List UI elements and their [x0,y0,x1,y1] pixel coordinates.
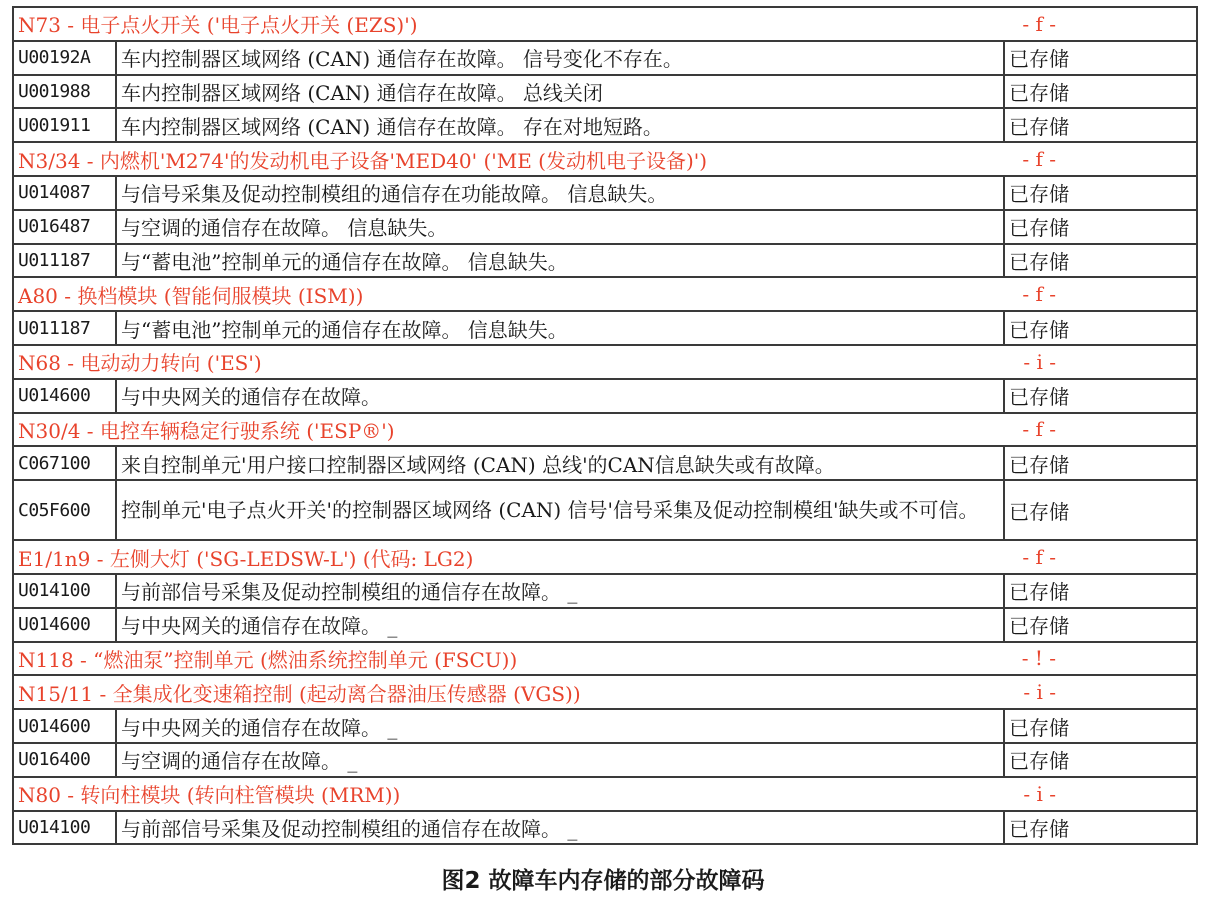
fault-row [13,709,1197,743]
module-row [13,7,1197,41]
module-flag: - f - [1022,147,1056,172]
module-title: N68 - 电动动力转向 ('ES') [18,351,262,376]
fault-code-table-body [13,7,1197,844]
module-cell [13,142,1197,176]
fault-description: 与中央网关的通信存在故障。 _ [116,608,1004,642]
module-flag: - i - [1023,349,1056,374]
fault-row [13,608,1197,642]
fault-code: U014087 [13,176,116,210]
module-title: N15/11 - 全集成化变速箱控制 (起动离合器油压传感器 (VGS)) [18,681,581,706]
module-flag: - f - [1022,417,1056,442]
fault-row [13,311,1197,345]
fault-status: 已存储 [1004,311,1197,345]
module-flag: - ! - [1021,646,1056,671]
module-row [13,540,1197,574]
module-title: N30/4 - 电控车辆稳定行驶系统 ('ESP®') [18,418,395,443]
fault-row [13,244,1197,278]
module-cell [13,540,1197,574]
module-row [13,675,1197,709]
module-title: E1/1n9 - 左侧大灯 ('SG-LEDSW-L') (代码: LG2) [18,546,474,571]
fault-description: 与前部信号采集及促动控制模组的通信存在故障。 _ [116,574,1004,608]
module-cell [13,345,1197,379]
fault-status: 已存储 [1004,811,1197,845]
fault-description: 与信号采集及促动控制模组的通信存在功能故障。 信息缺失。 [116,176,1004,210]
fault-row [13,210,1197,244]
fault-description: 与空调的通信存在故障。 _ [116,743,1004,777]
fault-description: 车内控制器区域网络 (CAN) 通信存在故障。 存在对地短路。 [116,108,1004,142]
fault-status: 已存储 [1004,446,1197,480]
module-title: N80 - 转向柱模块 (转向柱管模块 (MRM)) [18,783,401,808]
fault-row [13,41,1197,75]
module-cell [13,277,1197,311]
fault-status: 已存储 [1004,108,1197,142]
fault-code: U011187 [13,311,116,345]
module-flag: - f - [1022,545,1056,570]
module-title: N73 - 电子点火开关 ('电子点火开关 (EZS)') [18,13,418,38]
fault-code: U014600 [13,608,116,642]
fault-status: 已存储 [1004,709,1197,743]
fault-row [13,75,1197,109]
fault-description: 与空调的通信存在故障。 信息缺失。 [116,210,1004,244]
module-flag: - f - [1022,282,1056,307]
fault-code: U001988 [13,75,116,109]
fault-description: 控制单元'电子点火开关'的控制器区域网络 (CAN) 信号'信号采集及促动控制模组'缺失或不可信。 [116,480,1004,540]
fault-description: 与前部信号采集及促动控制模组的通信存在故障。 _ [116,811,1004,845]
fault-code: U014600 [13,709,116,743]
fault-code: C05F600 [13,480,116,540]
fault-description: 与中央网关的通信存在故障。 [116,379,1004,413]
fault-row [13,446,1197,480]
fault-description: 来自控制单元'用户接口控制器区域网络 (CAN) 总线'的CAN信息缺失或有故障。 [116,446,1004,480]
fault-status: 已存储 [1004,743,1197,777]
module-flag: - i - [1023,781,1056,806]
module-row [13,413,1197,447]
fault-code: U014100 [13,811,116,845]
module-row [13,277,1197,311]
fault-code: U014600 [13,379,116,413]
fault-code: C067100 [13,446,116,480]
module-title: A80 - 换档模块 (智能伺服模块 (ISM)) [18,283,364,308]
fault-code: U016400 [13,743,116,777]
fault-code: U001911 [13,108,116,142]
fault-status: 已存储 [1004,379,1197,413]
fault-row [13,574,1197,608]
fault-status: 已存储 [1004,41,1197,75]
fault-status: 已存储 [1004,574,1197,608]
fault-description: 与“蓄电池”控制单元的通信存在故障。 信息缺失。 [116,311,1004,345]
module-cell [13,777,1197,811]
fault-code: U00192A [13,41,116,75]
fault-code: U011187 [13,244,116,278]
fault-description: 与中央网关的通信存在故障。 _ [116,709,1004,743]
module-cell [13,642,1197,676]
fault-row [13,743,1197,777]
fault-code: U014100 [13,574,116,608]
module-cell [13,7,1197,41]
fault-row [13,480,1197,540]
fault-status: 已存储 [1004,480,1197,540]
fault-row [13,811,1197,845]
fault-description: 车内控制器区域网络 (CAN) 通信存在故障。 总线关闭 [116,75,1004,109]
figure-caption: 图2 故障车内存储的部分故障码 [441,868,765,894]
module-cell [13,413,1197,447]
fault-status: 已存储 [1004,176,1197,210]
module-title: N118 - “燃油泵”控制单元 (燃油系统控制单元 (FSCU)) [18,647,518,672]
fault-status: 已存储 [1004,75,1197,109]
fault-status: 已存储 [1004,210,1197,244]
module-row [13,642,1197,676]
fault-code: U016487 [13,210,116,244]
fault-row [13,108,1197,142]
fault-row [13,379,1197,413]
module-row [13,345,1197,379]
module-row [13,777,1197,811]
fault-code-table [12,6,1198,845]
module-title: N3/34 - 内燃机'M274'的发动机电子设备'MED40' ('ME (发动机电子设备)') [18,148,708,173]
fault-description: 车内控制器区域网络 (CAN) 通信存在故障。 信号变化不存在。 [116,41,1004,75]
module-flag: - i - [1023,680,1056,705]
fault-row [13,176,1197,210]
fault-status: 已存储 [1004,244,1197,278]
module-flag: - f - [1022,11,1056,36]
module-row [13,142,1197,176]
fault-description: 与“蓄电池”控制单元的通信存在故障。 信息缺失。 [116,244,1004,278]
module-cell [13,675,1197,709]
fault-status: 已存储 [1004,608,1197,642]
